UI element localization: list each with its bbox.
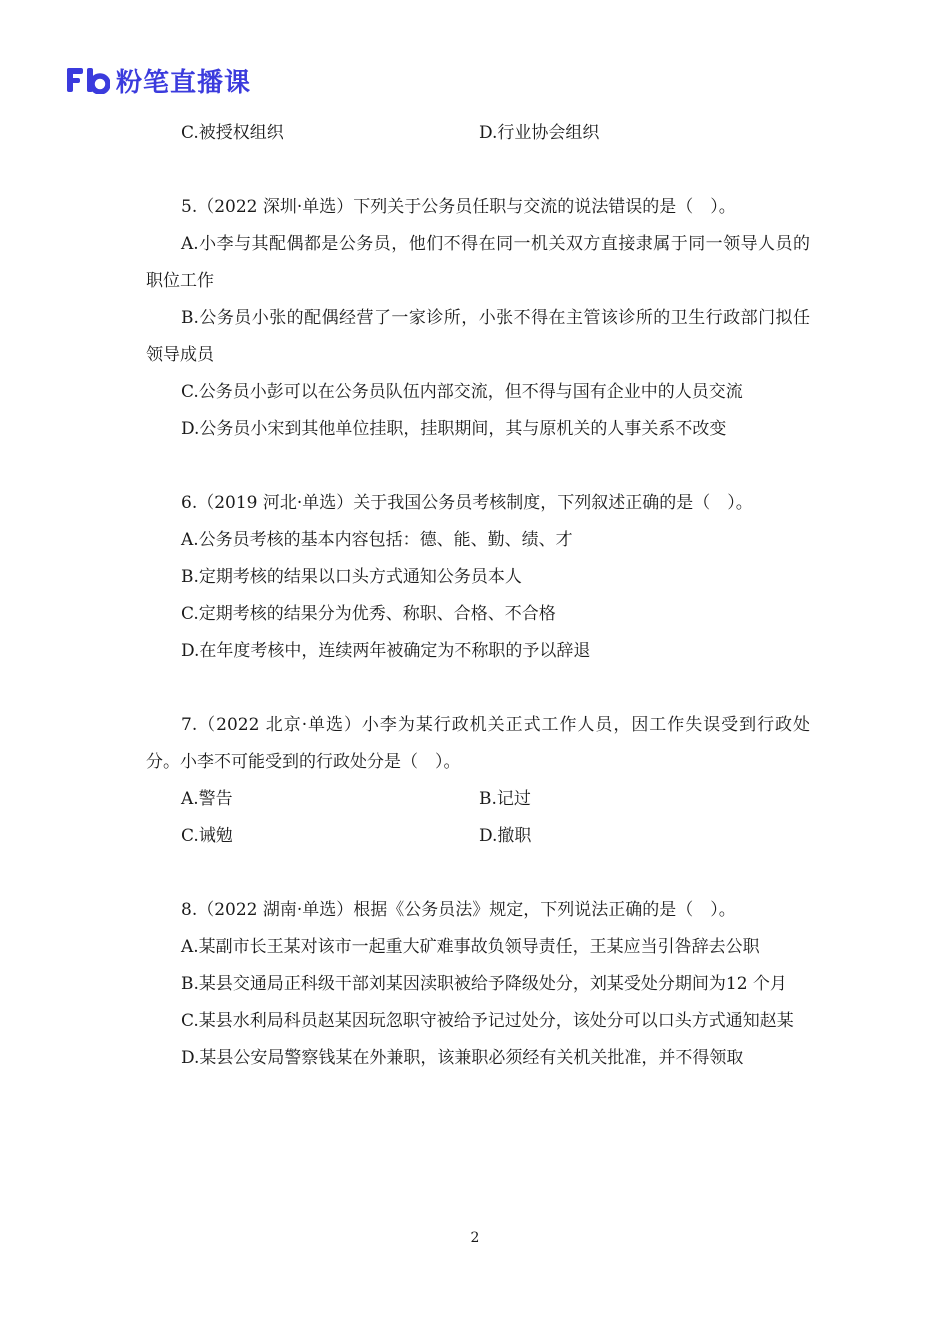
question-stem: 6.（2019 河北·单选）关于我国公务员考核制度，下列叙述正确的是（ ）。 xyxy=(181,493,753,513)
options-row-1 xyxy=(146,781,810,818)
question-stem: 7.（2022 北京·单选）小李为某行政机关正式工作人员，因工作失误受到行政处分。小李不可能受到的行政处分是（ ）。 xyxy=(146,715,810,772)
option-a: A.小李与其配偶都是公务员，他们不得在同一机关双方直接隶属于同一领导人员的职位工作 xyxy=(146,234,810,291)
option-c: C.定期考核的结果分为优秀、称职、合格、不合格 xyxy=(181,604,556,624)
document-body xyxy=(146,115,810,1077)
option-d: D.某县公安局警察钱某在外兼职，该兼职必须经有关机关批准，并不得领取 xyxy=(181,1048,744,1068)
question-8 xyxy=(146,892,810,1077)
prev-question-options xyxy=(146,115,810,152)
option-c: C.被授权组织 xyxy=(181,123,284,143)
option-d: D.行业协会组织 xyxy=(479,123,600,143)
option-c: C.公务员小彭可以在公务员队伍内部交流，但不得与国有企业中的人员交流 xyxy=(181,382,743,402)
question-stem: 5.（2022 深圳·单选）下列关于公务员任职与交流的说法错误的是（ ）。 xyxy=(181,197,736,217)
question-7 xyxy=(146,707,810,855)
option-d: D.公务员小宋到其他单位挂职，挂职期间，其与原机关的人事关系不改变 xyxy=(181,419,727,439)
option-d: D.在年度考核中，连续两年被确定为不称职的予以辞退 xyxy=(181,641,591,661)
option-b: B.记过 xyxy=(479,789,531,809)
question-6 xyxy=(146,485,810,670)
logo-text: 粉笔直播课 xyxy=(116,67,252,98)
option-a: A.公务员考核的基本内容包括：德、能、勤、绩、才 xyxy=(181,530,573,550)
option-c: C.诫勉 xyxy=(181,826,233,846)
option-a: A.警告 xyxy=(181,789,233,809)
question-5 xyxy=(146,189,810,448)
option-b: B.定期考核的结果以口头方式通知公务员本人 xyxy=(181,567,522,587)
question-stem: 8.（2022 湖南·单选）根据《公务员法》规定，下列说法正确的是（ ）。 xyxy=(181,900,736,920)
option-b: B.公务员小张的配偶经营了一家诊所，小张不得在主管该诊所的卫生行政部门拟任领导成员 xyxy=(146,308,810,365)
page-number: 2 xyxy=(470,1230,480,1246)
fenbi-logo-icon xyxy=(66,66,110,94)
option-d: D.撤职 xyxy=(479,826,532,846)
option-c: C.某县水利局科员赵某因玩忽职守被给予记过处分，该处分可以口头方式通知赵某 xyxy=(181,1011,794,1031)
brand-logo xyxy=(66,60,251,100)
options-row-2 xyxy=(146,818,810,855)
option-a: A.某副市长王某对该市一起重大矿难事故负领导责任，王某应当引咎辞去公职 xyxy=(181,937,760,957)
option-b: B.某县交通局正科级干部刘某因渎职被给予降级处分，刘某受处分期间为12 个月 xyxy=(181,974,787,994)
